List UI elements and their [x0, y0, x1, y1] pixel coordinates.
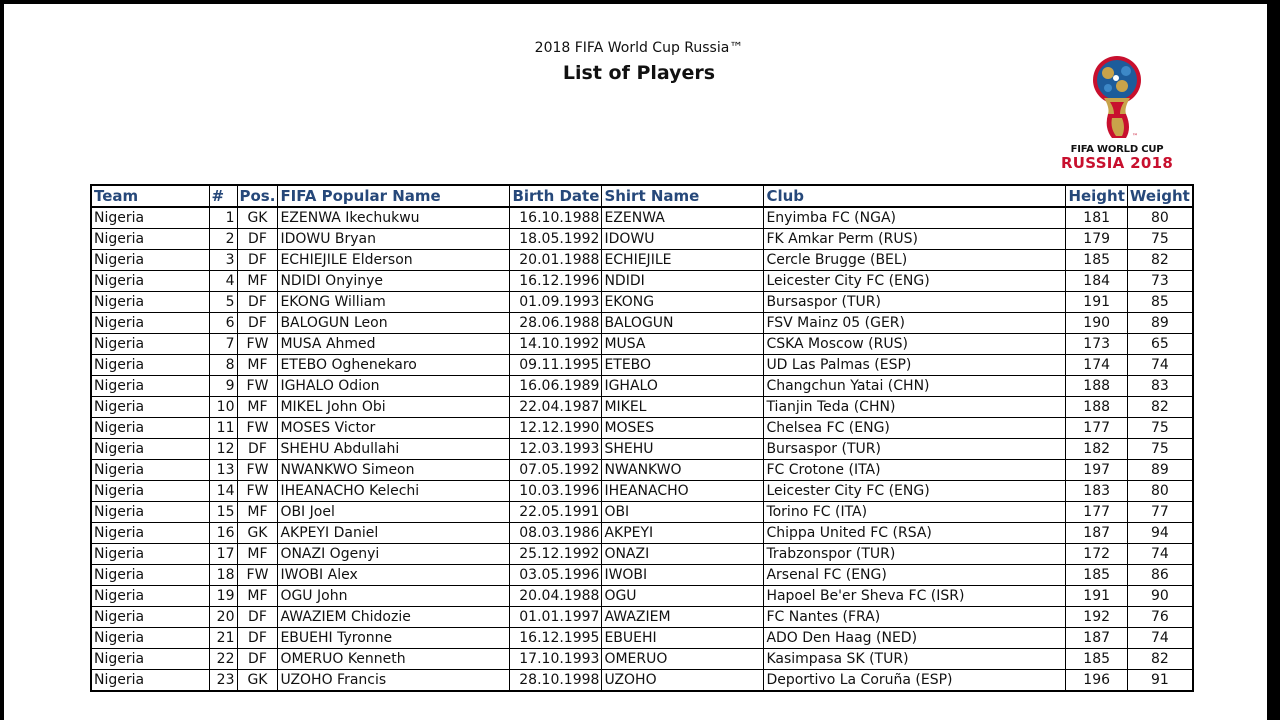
cell-height: 192: [1066, 607, 1127, 628]
cell-team: Nigeria: [91, 544, 209, 565]
cell-height: 191: [1066, 586, 1127, 607]
cell-weight: 75: [1127, 439, 1192, 460]
cell-position: GK: [237, 523, 278, 544]
cell-club: Trabzonspor (TUR): [764, 544, 1066, 565]
cell-weight: 65: [1127, 334, 1192, 355]
cell-weight: 73: [1127, 271, 1192, 292]
cell-birth-date: 16.12.1996: [510, 271, 602, 292]
cell-birth-date: 17.10.1993: [510, 649, 602, 670]
cell-club: ADO Den Haag (NED): [764, 628, 1066, 649]
cell-popular-name: UZOHO Francis: [278, 670, 510, 692]
cell-weight: 94: [1127, 523, 1192, 544]
column-header-weight: Weight: [1127, 185, 1192, 207]
cell-number: 9: [209, 376, 237, 397]
cell-shirt-name: MIKEL: [602, 397, 764, 418]
cell-height: 185: [1066, 649, 1127, 670]
cell-position: MF: [237, 586, 278, 607]
cell-position: DF: [237, 229, 278, 250]
cell-shirt-name: SHEHU: [602, 439, 764, 460]
cell-weight: 82: [1127, 250, 1192, 271]
cell-club: Chippa United FC (RSA): [764, 523, 1066, 544]
cell-shirt-name: ECHIEJILE: [602, 250, 764, 271]
table-row: [91, 565, 1193, 586]
cell-popular-name: IDOWU Bryan: [278, 229, 510, 250]
cell-club: Torino FC (ITA): [764, 502, 1066, 523]
column-header-club: Club: [764, 185, 1066, 207]
cell-birth-date: 22.04.1987: [510, 397, 602, 418]
cell-weight: 75: [1127, 418, 1192, 439]
cell-position: DF: [237, 607, 278, 628]
cell-team: Nigeria: [91, 355, 209, 376]
cell-shirt-name: OMERUO: [602, 649, 764, 670]
cell-position: DF: [237, 313, 278, 334]
cell-position: MF: [237, 355, 278, 376]
cell-team: Nigeria: [91, 523, 209, 544]
cell-birth-date: 20.01.1988: [510, 250, 602, 271]
cell-shirt-name: EZENWA: [602, 207, 764, 229]
table-row: [91, 271, 1193, 292]
cell-popular-name: MOSES Victor: [278, 418, 510, 439]
cell-team: Nigeria: [91, 481, 209, 502]
cell-birth-date: 22.05.1991: [510, 502, 602, 523]
cell-shirt-name: IHEANACHO: [602, 481, 764, 502]
column-header-number: #: [209, 185, 237, 207]
table-row: [91, 292, 1193, 313]
cell-weight: 89: [1127, 460, 1192, 481]
cell-popular-name: EBUEHI Tyronne: [278, 628, 510, 649]
cell-popular-name: MIKEL John Obi: [278, 397, 510, 418]
cell-position: DF: [237, 649, 278, 670]
cell-club: Bursaspor (TUR): [764, 439, 1066, 460]
world-cup-logo: [1052, 52, 1182, 176]
cell-weight: 85: [1127, 292, 1192, 313]
cell-number: 22: [209, 649, 237, 670]
cell-weight: 77: [1127, 502, 1192, 523]
cell-weight: 90: [1127, 586, 1192, 607]
cell-height: 191: [1066, 292, 1127, 313]
cell-weight: 89: [1127, 313, 1192, 334]
table-row: [91, 628, 1193, 649]
cell-height: 185: [1066, 565, 1127, 586]
cell-height: 183: [1066, 481, 1127, 502]
cell-height: 185: [1066, 250, 1127, 271]
cell-number: 12: [209, 439, 237, 460]
cell-shirt-name: ETEBO: [602, 355, 764, 376]
cell-shirt-name: AWAZIEM: [602, 607, 764, 628]
cell-birth-date: 03.05.1996: [510, 565, 602, 586]
cell-birth-date: 07.05.1992: [510, 460, 602, 481]
cell-popular-name: ETEBO Oghenekaro: [278, 355, 510, 376]
cell-position: DF: [237, 250, 278, 271]
cell-weight: 80: [1127, 481, 1192, 502]
cell-club: Enyimba FC (NGA): [764, 207, 1066, 229]
cell-birth-date: 08.03.1986: [510, 523, 602, 544]
cell-position: MF: [237, 397, 278, 418]
cell-height: 182: [1066, 439, 1127, 460]
cell-number: 4: [209, 271, 237, 292]
cell-shirt-name: IWOBI: [602, 565, 764, 586]
column-header-shirt-name: Shirt Name: [602, 185, 764, 207]
cell-height: 190: [1066, 313, 1127, 334]
cell-weight: 80: [1127, 207, 1192, 229]
cell-shirt-name: IDOWU: [602, 229, 764, 250]
cell-shirt-name: BALOGUN: [602, 313, 764, 334]
cell-team: Nigeria: [91, 376, 209, 397]
cell-number: 21: [209, 628, 237, 649]
cell-birth-date: 28.06.1988: [510, 313, 602, 334]
cell-popular-name: EKONG William: [278, 292, 510, 313]
cell-shirt-name: IGHALO: [602, 376, 764, 397]
cell-club: Leicester City FC (ENG): [764, 271, 1066, 292]
cell-position: GK: [237, 670, 278, 692]
cell-team: Nigeria: [91, 670, 209, 692]
table-row: [91, 523, 1193, 544]
cell-number: 5: [209, 292, 237, 313]
cell-birth-date: 12.12.1990: [510, 418, 602, 439]
cell-height: 188: [1066, 397, 1127, 418]
cell-shirt-name: NWANKWO: [602, 460, 764, 481]
cell-position: FW: [237, 376, 278, 397]
cell-birth-date: 28.10.1998: [510, 670, 602, 692]
cell-team: Nigeria: [91, 271, 209, 292]
cell-birth-date: 16.10.1988: [510, 207, 602, 229]
cell-shirt-name: MUSA: [602, 334, 764, 355]
cell-height: 187: [1066, 628, 1127, 649]
cell-weight: 82: [1127, 397, 1192, 418]
cell-shirt-name: OGU: [602, 586, 764, 607]
cell-club: Cercle Brugge (BEL): [764, 250, 1066, 271]
cell-position: FW: [237, 565, 278, 586]
cell-number: 18: [209, 565, 237, 586]
cell-team: Nigeria: [91, 586, 209, 607]
cell-birth-date: 20.04.1988: [510, 586, 602, 607]
cell-popular-name: OBI Joel: [278, 502, 510, 523]
cell-number: 17: [209, 544, 237, 565]
cell-club: CSKA Moscow (RUS): [764, 334, 1066, 355]
cell-team: Nigeria: [91, 207, 209, 229]
cell-height: 179: [1066, 229, 1127, 250]
cell-popular-name: EZENWA Ikechukwu: [278, 207, 510, 229]
cell-popular-name: IHEANACHO Kelechi: [278, 481, 510, 502]
cell-birth-date: 01.01.1997: [510, 607, 602, 628]
cell-position: MF: [237, 502, 278, 523]
cell-weight: 74: [1127, 544, 1192, 565]
cell-club: FC Crotone (ITA): [764, 460, 1066, 481]
cell-club: Hapoel Be'er Sheva FC (ISR): [764, 586, 1066, 607]
cell-team: Nigeria: [91, 334, 209, 355]
cell-birth-date: 16.12.1995: [510, 628, 602, 649]
cell-shirt-name: OBI: [602, 502, 764, 523]
cell-weight: 86: [1127, 565, 1192, 586]
cell-position: DF: [237, 439, 278, 460]
cell-weight: 75: [1127, 229, 1192, 250]
cell-team: Nigeria: [91, 460, 209, 481]
column-header-birth-date: Birth Date: [510, 185, 602, 207]
cell-position: FW: [237, 418, 278, 439]
document-title: List of Players: [562, 62, 716, 84]
cell-number: 19: [209, 586, 237, 607]
column-header-team: Team: [91, 185, 209, 207]
cell-club: FK Amkar Perm (RUS): [764, 229, 1066, 250]
cell-popular-name: NWANKWO Simeon: [278, 460, 510, 481]
table-row: [91, 649, 1193, 670]
table-row: [91, 502, 1193, 523]
cell-weight: 74: [1127, 355, 1192, 376]
cell-number: 15: [209, 502, 237, 523]
cell-position: GK: [237, 207, 278, 229]
table-row: [91, 207, 1193, 229]
table-row: [91, 250, 1193, 271]
cell-number: 10: [209, 397, 237, 418]
cell-weight: 91: [1127, 670, 1192, 692]
cell-team: Nigeria: [91, 628, 209, 649]
table-row: [91, 229, 1193, 250]
cell-weight: 74: [1127, 628, 1192, 649]
cell-height: 184: [1066, 271, 1127, 292]
cell-height: 172: [1066, 544, 1127, 565]
logo-line-2: RUSSIA 2018: [1060, 154, 1174, 172]
cell-popular-name: ONAZI Ogenyi: [278, 544, 510, 565]
cell-number: 11: [209, 418, 237, 439]
cell-height: 173: [1066, 334, 1127, 355]
cell-team: Nigeria: [91, 565, 209, 586]
cell-club: Chelsea FC (ENG): [764, 418, 1066, 439]
column-header-height: Height: [1066, 185, 1127, 207]
cell-number: 23: [209, 670, 237, 692]
table-row: [91, 313, 1193, 334]
cell-number: 1: [209, 207, 237, 229]
cell-shirt-name: UZOHO: [602, 670, 764, 692]
cell-team: Nigeria: [91, 229, 209, 250]
cell-team: Nigeria: [91, 313, 209, 334]
cell-team: Nigeria: [91, 607, 209, 628]
cell-club: Arsenal FC (ENG): [764, 565, 1066, 586]
cell-shirt-name: NDIDI: [602, 271, 764, 292]
cell-weight: 76: [1127, 607, 1192, 628]
cell-club: Deportivo La Coruña (ESP): [764, 670, 1066, 692]
cell-birth-date: 10.03.1996: [510, 481, 602, 502]
cell-number: 6: [209, 313, 237, 334]
cell-height: 188: [1066, 376, 1127, 397]
cell-position: FW: [237, 460, 278, 481]
table-row: [91, 460, 1193, 481]
cell-popular-name: OGU John: [278, 586, 510, 607]
cell-popular-name: ECHIEJILE Elderson: [278, 250, 510, 271]
cell-popular-name: MUSA Ahmed: [278, 334, 510, 355]
cell-club: Tianjin Teda (CHN): [764, 397, 1066, 418]
cell-number: 3: [209, 250, 237, 271]
table-row: [91, 544, 1193, 565]
cell-position: DF: [237, 292, 278, 313]
cell-club: Kasimpasa SK (TUR): [764, 649, 1066, 670]
cell-birth-date: 14.10.1992: [510, 334, 602, 355]
cell-height: 196: [1066, 670, 1127, 692]
cell-club: FC Nantes (FRA): [764, 607, 1066, 628]
cell-position: MF: [237, 544, 278, 565]
cell-team: Nigeria: [91, 292, 209, 313]
svg-text:™: ™: [1132, 133, 1138, 140]
cell-position: FW: [237, 481, 278, 502]
logo-line-1: FIFA WORLD CUP: [1070, 144, 1164, 155]
table-row: [91, 418, 1193, 439]
table-row: [91, 376, 1193, 397]
cell-popular-name: OMERUO Kenneth: [278, 649, 510, 670]
cell-club: Leicester City FC (ENG): [764, 481, 1066, 502]
cell-club: Bursaspor (TUR): [764, 292, 1066, 313]
cell-shirt-name: AKPEYI: [602, 523, 764, 544]
cell-team: Nigeria: [91, 502, 209, 523]
cell-popular-name: NDIDI Onyinye: [278, 271, 510, 292]
cell-height: 174: [1066, 355, 1127, 376]
cell-team: Nigeria: [91, 649, 209, 670]
cell-shirt-name: ONAZI: [602, 544, 764, 565]
cell-height: 177: [1066, 418, 1127, 439]
cell-height: 197: [1066, 460, 1127, 481]
cell-birth-date: 18.05.1992: [510, 229, 602, 250]
cell-number: 13: [209, 460, 237, 481]
table-row: [91, 481, 1193, 502]
table-row: [91, 334, 1193, 355]
cell-birth-date: 16.06.1989: [510, 376, 602, 397]
table-header-row: [91, 185, 1193, 207]
cell-popular-name: SHEHU Abdullahi: [278, 439, 510, 460]
cell-popular-name: AKPEYI Daniel: [278, 523, 510, 544]
cell-height: 177: [1066, 502, 1127, 523]
cell-position: MF: [237, 271, 278, 292]
cell-popular-name: BALOGUN Leon: [278, 313, 510, 334]
cell-birth-date: 09.11.1995: [510, 355, 602, 376]
cell-team: Nigeria: [91, 439, 209, 460]
cell-team: Nigeria: [91, 250, 209, 271]
cell-popular-name: IWOBI Alex: [278, 565, 510, 586]
cell-club: Changchun Yatai (CHN): [764, 376, 1066, 397]
table-row: [91, 355, 1193, 376]
cell-team: Nigeria: [91, 397, 209, 418]
cell-height: 181: [1066, 207, 1127, 229]
column-header-popular-name: FIFA Popular Name: [278, 185, 510, 207]
cell-club: FSV Mainz 05 (GER): [764, 313, 1066, 334]
document-page: [4, 4, 1267, 720]
cell-shirt-name: EBUEHI: [602, 628, 764, 649]
document-subtitle: 2018 FIFA World Cup Russia™: [534, 40, 744, 56]
players-table: [90, 184, 1194, 692]
trophy-emblem-icon: [1052, 52, 1182, 144]
cell-number: 20: [209, 607, 237, 628]
column-header-position: Pos.: [237, 185, 278, 207]
cell-team: Nigeria: [91, 418, 209, 439]
cell-position: FW: [237, 334, 278, 355]
table-row: [91, 607, 1193, 628]
cell-weight: 83: [1127, 376, 1192, 397]
cell-number: 16: [209, 523, 237, 544]
cell-number: 14: [209, 481, 237, 502]
cell-birth-date: 01.09.1993: [510, 292, 602, 313]
cell-birth-date: 25.12.1992: [510, 544, 602, 565]
cell-club: UD Las Palmas (ESP): [764, 355, 1066, 376]
cell-number: 7: [209, 334, 237, 355]
table-row: [91, 670, 1193, 692]
cell-popular-name: IGHALO Odion: [278, 376, 510, 397]
cell-shirt-name: MOSES: [602, 418, 764, 439]
cell-shirt-name: EKONG: [602, 292, 764, 313]
table-row: [91, 586, 1193, 607]
cell-number: 8: [209, 355, 237, 376]
cell-position: DF: [237, 628, 278, 649]
cell-height: 187: [1066, 523, 1127, 544]
cell-birth-date: 12.03.1993: [510, 439, 602, 460]
cell-popular-name: AWAZIEM Chidozie: [278, 607, 510, 628]
cell-number: 2: [209, 229, 237, 250]
table-row: [91, 397, 1193, 418]
table-row: [91, 439, 1193, 460]
cell-weight: 82: [1127, 649, 1192, 670]
